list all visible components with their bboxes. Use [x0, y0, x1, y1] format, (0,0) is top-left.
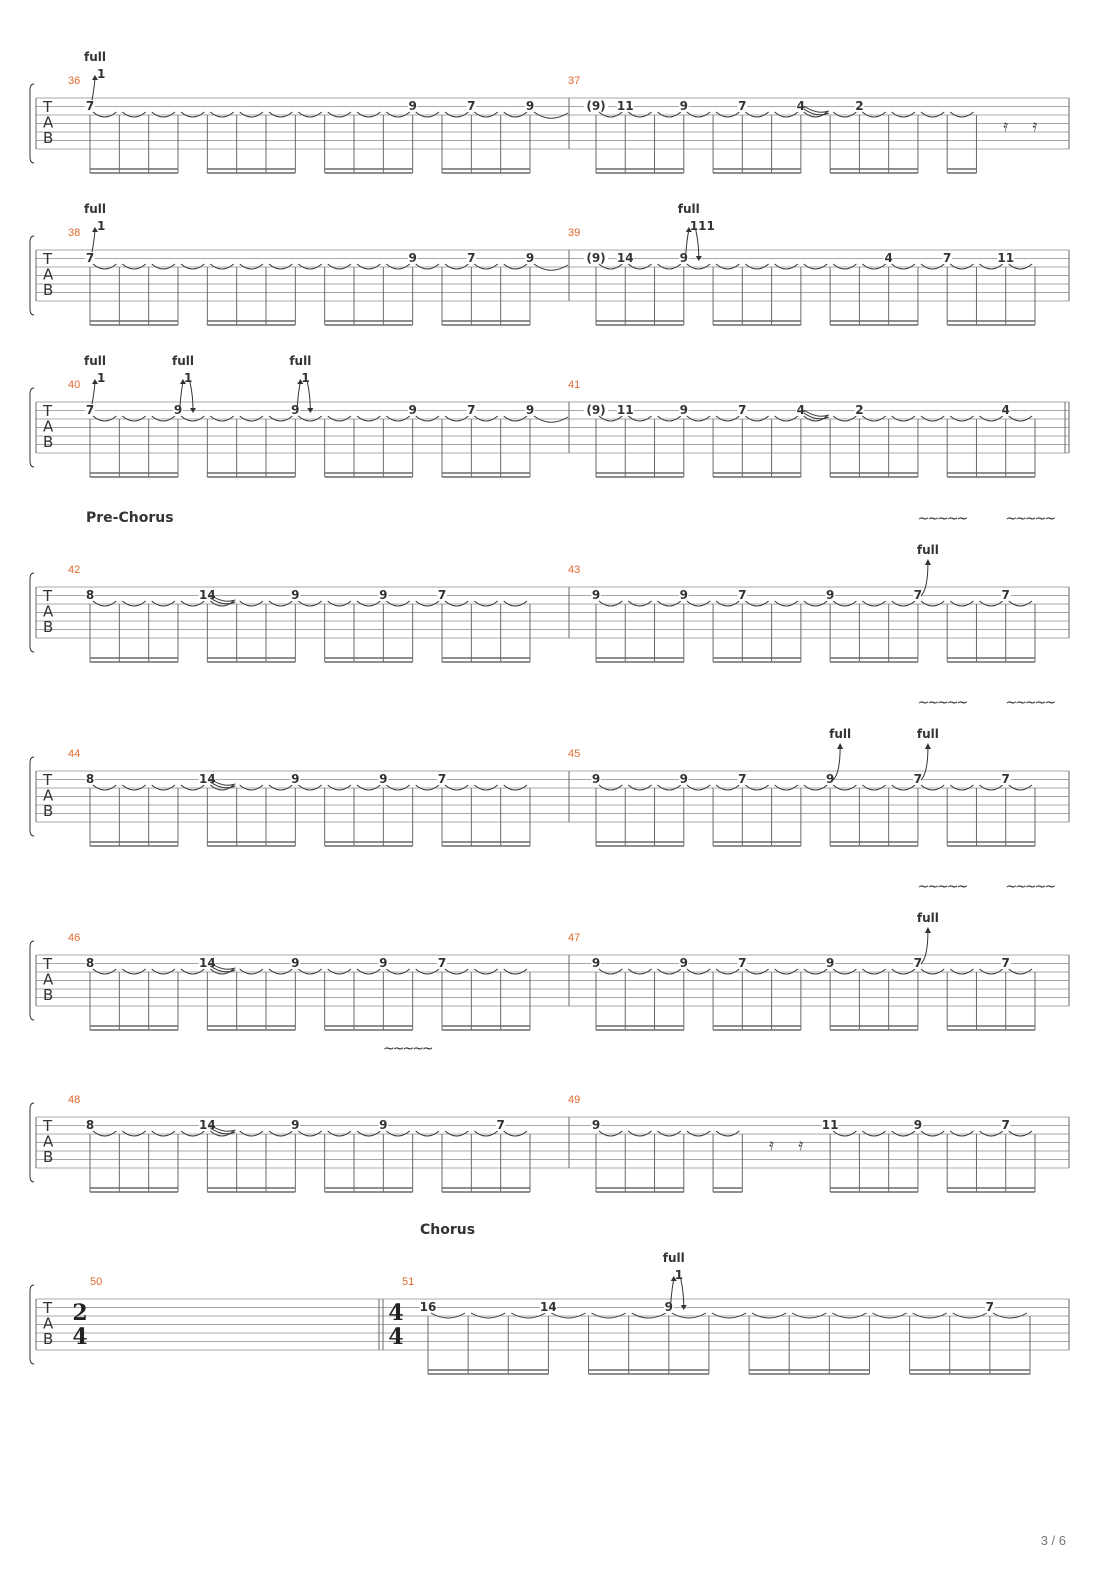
- fret-number: 8: [85, 1118, 95, 1132]
- measure-number: 46: [68, 932, 81, 944]
- fret-number: 9: [591, 588, 601, 602]
- fret-number: 9: [525, 251, 535, 265]
- bend-arrow-head: [925, 927, 931, 933]
- system-bracket: [30, 1103, 34, 1182]
- bend-value: 1: [674, 1268, 684, 1282]
- fret-number: (9): [586, 251, 606, 265]
- fret-number: 9: [679, 99, 688, 113]
- release-arrow: [681, 1279, 684, 1307]
- tab-clef-letter: B: [43, 1330, 54, 1348]
- tab-clef-letter: A: [43, 1314, 54, 1333]
- measure-number: 39: [568, 227, 581, 239]
- fret-number: 8: [85, 956, 95, 970]
- fret-number: 4: [1001, 403, 1010, 417]
- bend-label: full: [84, 50, 106, 64]
- fret-number: 9: [173, 403, 183, 417]
- sixteenth-rest: 𝄿: [798, 1135, 804, 1154]
- fret-number: 9: [679, 403, 688, 417]
- tab-clef-letter: A: [43, 417, 54, 436]
- fret-number: 11: [997, 251, 1015, 265]
- bend-value: 1: [97, 219, 106, 233]
- sixteenth-rest: 𝄿: [1003, 116, 1009, 135]
- release-arrow: [696, 230, 699, 258]
- fret-number: 7: [1001, 956, 1010, 970]
- bend-label: full: [916, 543, 939, 557]
- time-signature-top: 2: [72, 1300, 88, 1326]
- fret-number: 9: [679, 956, 688, 970]
- tab-clef-letter: B: [43, 129, 54, 147]
- time-signature-top: 4: [388, 1300, 404, 1326]
- bend-label: full: [172, 354, 194, 368]
- system-bracket: [30, 388, 34, 467]
- measure-number: 41: [568, 379, 581, 391]
- bend-label: full: [289, 354, 312, 368]
- fret-number: 8: [85, 588, 95, 602]
- bend-arrow: [92, 78, 95, 100]
- measure-number: 36: [68, 75, 81, 87]
- tab-clef-letter: T: [43, 250, 53, 268]
- tab-clef-letter: A: [43, 113, 54, 132]
- fret-number: 16: [419, 1300, 437, 1314]
- fret-number: 14: [198, 1118, 216, 1132]
- fret-number: 2: [855, 99, 864, 113]
- tab-clef-letter: T: [43, 1299, 53, 1317]
- system-bracket: [30, 573, 34, 652]
- fret-number: 9: [291, 1118, 300, 1132]
- bend-arrow: [92, 230, 95, 252]
- measure-number: 45: [568, 748, 581, 760]
- fret-number: 9: [379, 956, 388, 970]
- fret-number: 2: [855, 403, 864, 417]
- sixteenth-rest: 𝄿: [1032, 116, 1038, 135]
- fret-number: 7: [1001, 1118, 1010, 1132]
- bend-arrow: [92, 382, 95, 404]
- vibrato-mark: ~~~~~: [1005, 511, 1055, 527]
- tab-clef-letter: T: [43, 771, 53, 789]
- bend-arrow-head: [925, 743, 931, 749]
- fret-number: (9): [586, 403, 606, 417]
- measure-number: 48: [68, 1094, 81, 1106]
- sixteenth-rest: 𝄿: [769, 1135, 775, 1154]
- bend-value: 111: [689, 219, 715, 233]
- fret-number: 14: [198, 956, 216, 970]
- bend-value: 1: [97, 67, 106, 81]
- fret-number: (9): [586, 99, 606, 113]
- fret-number: 7: [467, 403, 476, 417]
- tab-clef-letter: T: [43, 402, 53, 420]
- fret-number: 9: [525, 99, 535, 113]
- system-bracket: [30, 941, 34, 1020]
- bend-arrow-head: [925, 559, 931, 565]
- release-arrow: [307, 382, 310, 410]
- tab-clef-letter: T: [43, 98, 53, 116]
- fret-number: 9: [291, 403, 300, 417]
- fret-number: 14: [198, 772, 216, 786]
- fret-number: 9: [825, 772, 835, 786]
- tab-clef-letter: T: [43, 955, 53, 973]
- fret-number: 7: [437, 956, 447, 970]
- vibrato-mark: ~~~~~: [1005, 879, 1055, 895]
- vibrato-mark: ~~~~~: [1005, 695, 1055, 711]
- fret-number: 11: [616, 99, 634, 113]
- tab-clef-letter: B: [43, 1148, 54, 1166]
- fret-number: 9: [525, 403, 535, 417]
- fret-number: 9: [913, 1118, 923, 1132]
- fret-number: 9: [679, 772, 688, 786]
- fret-number: 9: [679, 588, 688, 602]
- bend-value: 1: [97, 371, 106, 385]
- bend-value: 1: [301, 371, 310, 385]
- fret-number: 9: [591, 1118, 601, 1132]
- fret-number: 9: [379, 588, 388, 602]
- fret-number: 9: [591, 772, 601, 786]
- bend-value: 1: [184, 371, 193, 385]
- tab-clef-letter: B: [43, 281, 54, 299]
- fret-number: 9: [408, 99, 417, 113]
- measure-number: 50: [90, 1276, 103, 1288]
- fret-number: 8: [85, 772, 95, 786]
- fret-number: 7: [913, 956, 923, 970]
- bend-label: full: [677, 202, 700, 216]
- fret-number: 11: [616, 403, 634, 417]
- tab-clef-letter: T: [43, 587, 53, 605]
- page-number: 3 / 6: [1040, 1533, 1066, 1548]
- measure-number: 47: [568, 932, 581, 944]
- bend-label: full: [916, 727, 939, 741]
- measure-number: 38: [68, 227, 81, 239]
- tab-clef-letter: A: [43, 265, 54, 284]
- fret-number: 11: [821, 1118, 839, 1132]
- bend-label: full: [84, 202, 106, 216]
- system-bracket: [30, 757, 34, 836]
- measure-number: 40: [68, 379, 81, 391]
- measure-number: 42: [68, 564, 81, 576]
- fret-number: 4: [796, 99, 806, 113]
- section-label: Pre-Chorus: [86, 510, 174, 526]
- fret-number: 9: [591, 956, 601, 970]
- fret-number: 9: [825, 956, 835, 970]
- fret-number: 9: [379, 772, 388, 786]
- measure-number: 51: [402, 1276, 415, 1288]
- bend-label: full: [916, 911, 939, 925]
- system-bracket: [30, 236, 34, 315]
- fret-number: 7: [85, 251, 95, 265]
- fret-number: 7: [437, 588, 447, 602]
- release-arrow: [190, 382, 193, 410]
- fret-number: 7: [913, 588, 923, 602]
- tab-clef-letter: A: [43, 1132, 54, 1151]
- fret-number: 9: [408, 251, 417, 265]
- fret-number: 7: [1001, 588, 1010, 602]
- tab-clef-letter: B: [43, 986, 54, 1004]
- vibrato-mark: ~~~~~: [383, 1041, 432, 1057]
- measure-number: 37: [568, 75, 581, 87]
- bend-label: full: [662, 1251, 685, 1265]
- fret-number: 7: [85, 99, 95, 113]
- fret-number: 7: [913, 772, 923, 786]
- vibrato-mark: ~~~~~: [917, 695, 967, 711]
- measure-number: 43: [568, 564, 581, 576]
- bend-label: full: [84, 354, 106, 368]
- tab-clef-letter: B: [43, 618, 54, 636]
- measure-number: 44: [68, 748, 81, 760]
- fret-number: 9: [291, 772, 300, 786]
- fret-number: 7: [437, 772, 447, 786]
- fret-number: 9: [679, 251, 688, 265]
- section-label: Chorus: [420, 1222, 476, 1238]
- fret-number: 9: [664, 1300, 673, 1314]
- fret-number: 7: [467, 99, 476, 113]
- fret-number: 7: [467, 251, 476, 265]
- system-bracket: [30, 84, 34, 163]
- fret-number: 14: [616, 251, 634, 265]
- fret-number: 7: [738, 403, 747, 417]
- tab-clef-letter: B: [43, 802, 54, 820]
- tab-clef-letter: A: [43, 786, 54, 805]
- tab-clef-letter: A: [43, 970, 54, 989]
- fret-number: 9: [408, 403, 417, 417]
- fret-number: 7: [85, 403, 95, 417]
- fret-number: 7: [738, 772, 747, 786]
- bend-label: full: [829, 727, 852, 741]
- measure-number: 49: [568, 1094, 581, 1106]
- fret-number: 7: [738, 956, 747, 970]
- fret-number: 7: [496, 1118, 505, 1132]
- fret-number: 7: [738, 588, 747, 602]
- fret-number: 7: [985, 1300, 995, 1314]
- fret-number: 7: [943, 251, 952, 265]
- time-signature-bottom: 4: [388, 1324, 404, 1350]
- fret-number: 9: [379, 1118, 388, 1132]
- fret-number: 4: [796, 403, 806, 417]
- system-bracket: [30, 1285, 34, 1364]
- fret-number: 9: [825, 588, 835, 602]
- time-signature-bottom: 4: [72, 1324, 88, 1350]
- fret-number: 4: [884, 251, 893, 265]
- tab-clef-letter: A: [43, 602, 54, 621]
- fret-number: 9: [291, 956, 300, 970]
- vibrato-mark: ~~~~~: [917, 511, 967, 527]
- bend-arrow-head: [837, 743, 843, 749]
- fret-number: 7: [1001, 772, 1010, 786]
- fret-number: 14: [540, 1300, 557, 1314]
- tab-clef-letter: T: [43, 1117, 53, 1135]
- fret-number: 14: [198, 588, 216, 602]
- tab-clef-letter: B: [43, 433, 54, 451]
- vibrato-mark: ~~~~~: [917, 879, 967, 895]
- fret-number: 7: [738, 99, 747, 113]
- fret-number: 9: [291, 588, 300, 602]
